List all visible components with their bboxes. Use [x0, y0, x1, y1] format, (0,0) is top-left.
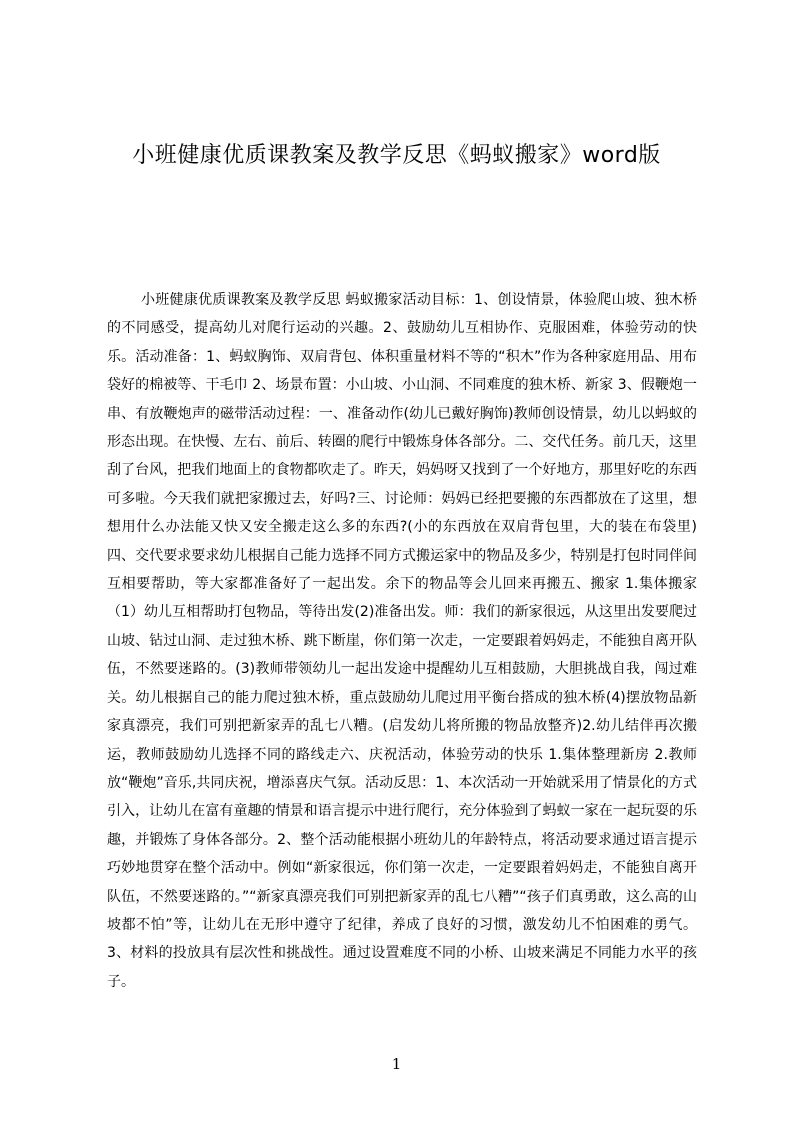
- body-paragraph: 小班健康优质课教案及教学反思 蚂蚁搬家活动目标：1、创设情景，体验爬山坡、独木桥的不同感受，提高幼儿对爬行运动的兴趣。2、鼓励幼儿互相协作、克服困难，体验劳动的快乐。活动准备：1、蚂蚁胸饰、双肩背包、体积重量材料不等的“积木”作为各种家庭用品、用布袋好的棉被等、干毛巾 2、场景布置：小山坡、小山洞、不同难度的独木桥、新家 3、假鞭炮一串、有放鞭炮声的磁带活动过程：一、准备动作(幼儿已戴好胸饰)教师创设情景，幼儿以蚂蚁的形态出现。在快慢、左右、前后、转圈的爬行中锻炼身体各部分。二、交代任务。前几天，这里刮了台风，把我们地面上的食物都吹走了。昨天，妈妈呀又找到了一个好地方，那里好吃的东西可多啦。今天我们就把家搬过去，好吗?三、讨论师：妈妈已经把要搬的东西都放在了这里，想想用什么办法能又快又安全搬走这么多的东西?(小的东西放在双肩背包里，大的装在布袋里)四、交代要求要求幼儿根据自己能力选择不同方式搬运家中的物品及多少，特别是打包时同伴间互相要帮助，等大家都准备好了一起出发。余下的物品等会儿回来再搬五、搬家 1.集体搬家（1）幼儿互相帮助打包物品，等待出发(2)准备出发。师：我们的新家很远，从这里出发要爬过山坡、钻过山洞、走过独木桥、跳下断崖，你们第一次走，一定要跟着妈妈走，不能独自离开队伍，不然要迷路的。(3)教师带领幼儿一起出发途中提醒幼儿互相鼓励，大胆挑战自我，闯过难关。幼儿根据自己的能力爬过独木桥，重点鼓励幼儿爬过用平衡台搭成的独木桥(4)摆放物品新家真漂亮，我们可别把新家弄的乱七八糟。(启发幼儿将所搬的物品放整齐)2.幼儿结伴再次搬运，教师鼓励幼儿选择不同的路线走六、庆祝活动，体验劳动的快乐 1.集体整理新房 2.教师放“鞭炮”音乐,共同庆祝，增添喜庆气氛。活动反思：1、本次活动一开始就采用了情景化的方式引入，让幼儿在富有童趣的情景和语言提示中进行爬行，充分体验到了蚂蚁一家在一起玩耍的乐趣，并锻炼了身体各部分。2、整个活动能根据小班幼儿的年龄特点，将活动要求通过语言提示巧妙地贯穿在整个活动中。例如“新家很远，你们第一次走，一定要跟着妈妈走，不能独自离开队伍，不然要迷路的。”“新家真漂亮我们可别把新家弄的乱七八糟”“孩子们真勇敢，这么高的山坡都不怕”等，让幼儿在无形中遵守了纪律，养成了良好的习惯，激发幼儿不怕困难的勇气。3、材料的投放具有层次性和挑战性。通过设置难度不同的小桥、山坡来满足不同能力水平的孩子。: [107, 292, 697, 990]
- page-number: 1: [391, 1055, 402, 1073]
- document-title: 小班健康优质课教案及教学反思《蚂蚁搬家》word版: [132, 143, 661, 168]
